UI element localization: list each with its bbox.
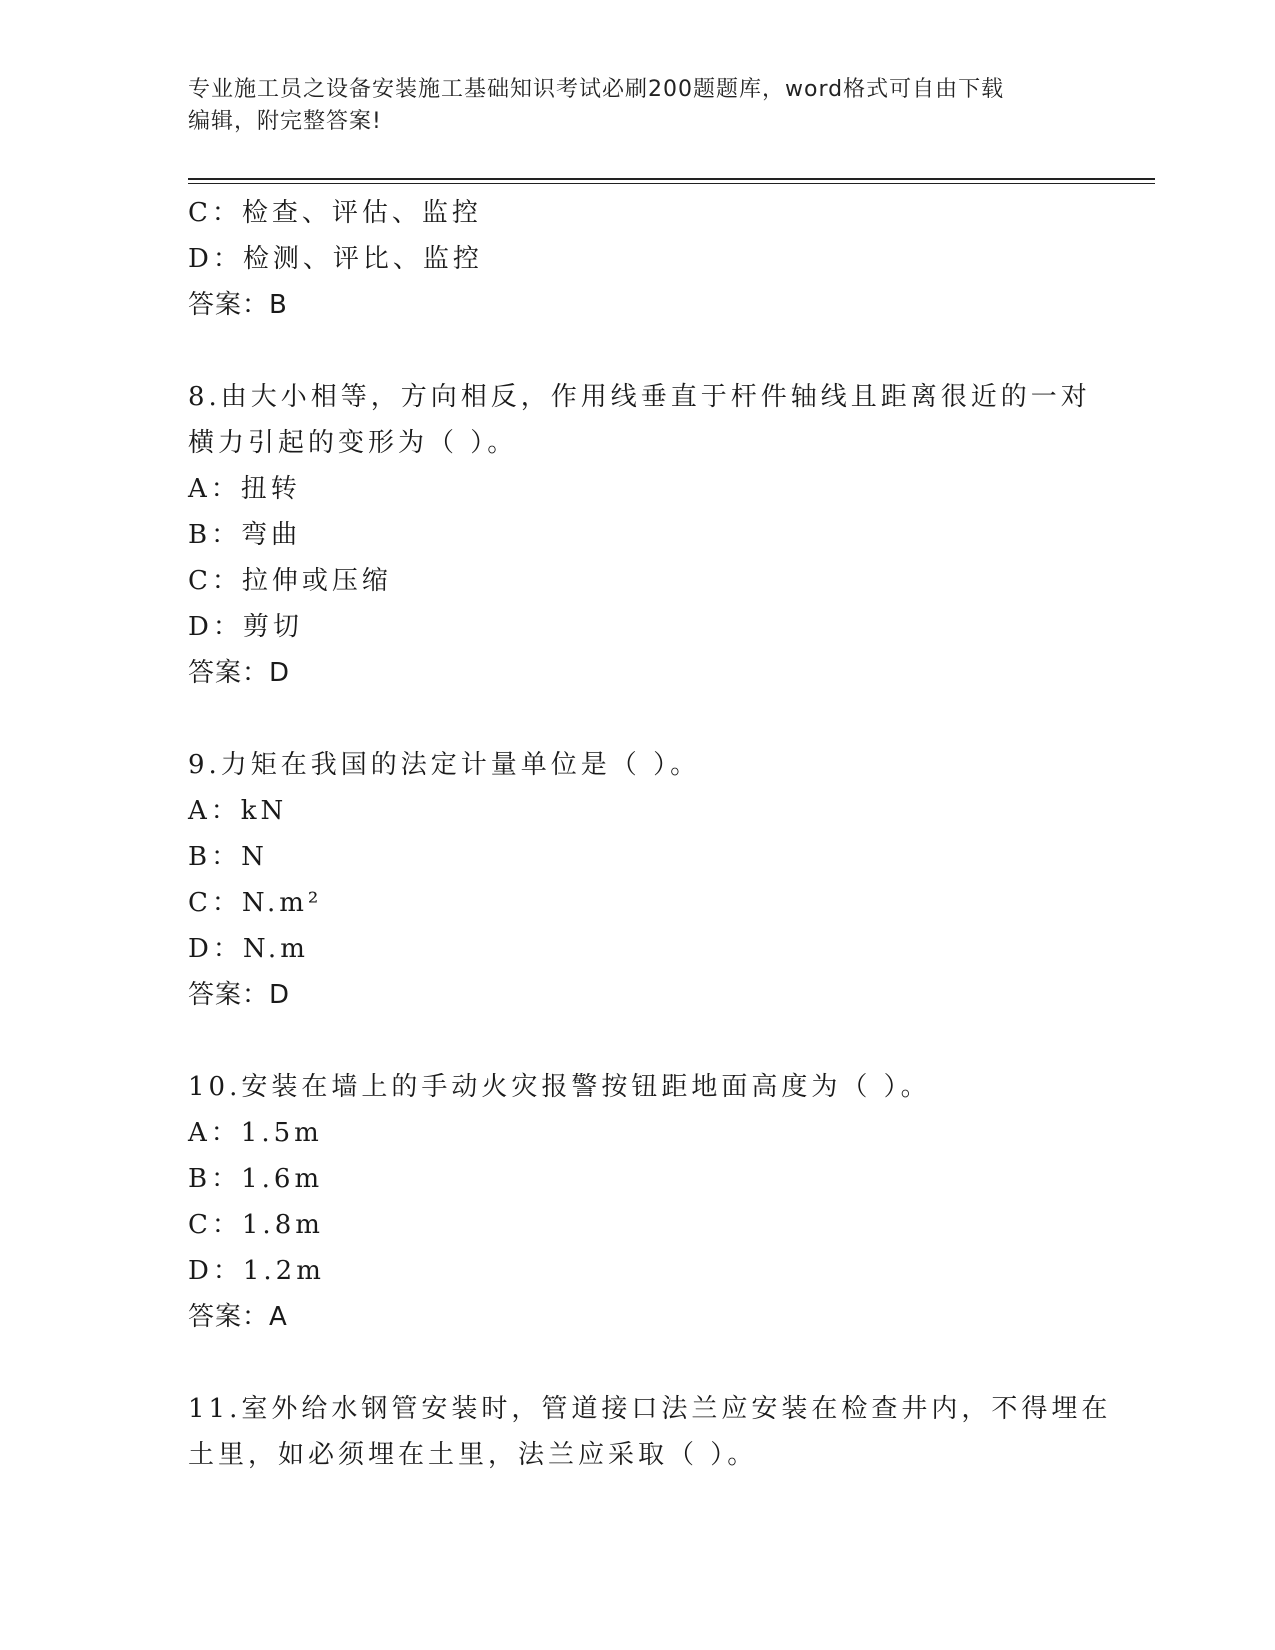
header-rule-thin [188, 183, 1155, 184]
option-b: B：弯曲 [188, 520, 302, 550]
option-d: D：1.2m [188, 1256, 325, 1286]
answer-line: 答案：D [188, 658, 291, 688]
question-text-line-2: 横力引起的变形为（ ）。 [188, 428, 518, 458]
answer-line: 答案：B [188, 290, 288, 320]
option-d: D：剪切 [188, 612, 303, 642]
spacer [188, 1018, 1088, 1064]
document-header [188, 74, 1068, 138]
spacer [188, 696, 1088, 742]
question-text-line-2: 土里，如必须埋在土里，法兰应采取（ ）。 [188, 1440, 758, 1470]
option-a: A：扭转 [188, 474, 301, 504]
question-text-line-1: 10.安装在墙上的手动火灾报警按钮距地面高度为（ ）。 [188, 1072, 931, 1102]
question-block-10 [188, 1064, 1088, 1340]
question-block-11 [188, 1386, 1112, 1478]
question-block-8 [188, 374, 1091, 696]
option-b: B：N [188, 842, 268, 872]
answer-line: 答案：A [188, 1302, 288, 1332]
option-a: A：1.5m [188, 1118, 323, 1148]
question-block-7 [188, 190, 1088, 328]
header-rule-thick [188, 178, 1155, 180]
option-b: B：1.6m [188, 1164, 324, 1194]
option-c: C：拉伸或压缩 [188, 566, 392, 596]
spacer [188, 1340, 1088, 1386]
option-c: C：1.8m [188, 1210, 324, 1240]
question-list [188, 190, 1112, 1478]
header-line-2: 编辑，附完整答案! [188, 109, 382, 134]
question-text-line-1: 9.力矩在我国的法定计量单位是（ ）。 [188, 750, 701, 780]
question-block-9 [188, 742, 1088, 1018]
option-d: D：检测、评比、监控 [188, 244, 483, 274]
question-text-line-1: 11.室外给水钢管安装时，管道接口法兰应安装在检查井内，不得埋在 [188, 1394, 1112, 1424]
question-text-line-1: 8.由大小相等，方向相反，作用线垂直于杆件轴线且距离很近的一对 [188, 382, 1091, 412]
spacer [188, 328, 1088, 374]
option-d: D：N.m [188, 934, 309, 964]
header-line-1: 专业施工员之设备安装施工基础知识考试必刷200题题库，word格式可自由下载 [188, 77, 1005, 102]
option-c: C：N.m² [188, 888, 323, 918]
answer-line: 答案：D [188, 980, 291, 1010]
option-a: A：kN [188, 796, 288, 826]
option-c: C：检查、评估、监控 [188, 198, 482, 228]
